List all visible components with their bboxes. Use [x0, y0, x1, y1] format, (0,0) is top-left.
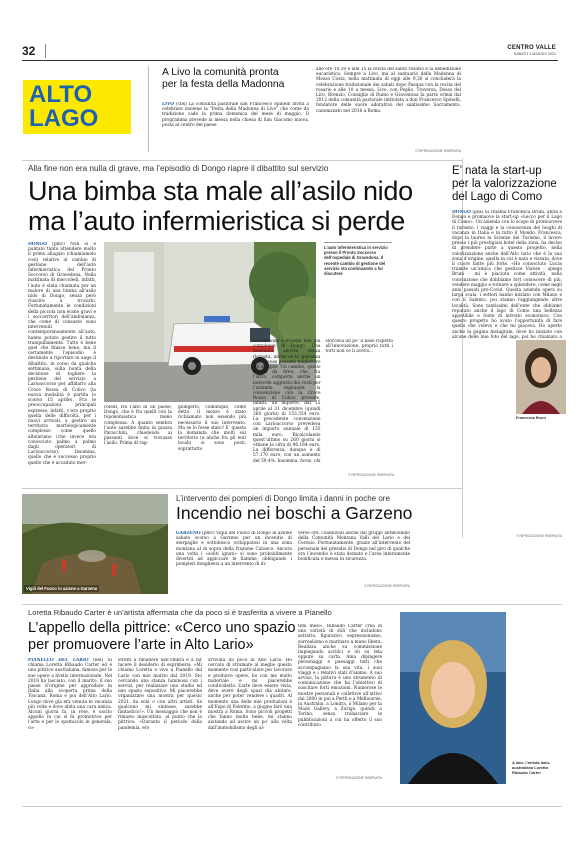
livo-text-2: alle ore 10,30 e alle 15 la recita del santo rosario e la benedizione eucaristica. Sempre a Livo, ma al santuario della Madonna di Mezzo Costa, nella mattinata di oggi alle 9,30 si concluderà la celebrazione tradizionale dei sabati dopo Pasqua con la recita del rosario e alle 10 a messa. Livo, con Peglio, Traversa, Dosso del Liro, Brenzio, Consiglio di Rumo e Gravedona fa parte ormai dal 2012 della comunità pastorale intitolata a don Francesco Spinelli, fondatore delle suore adoratrici del santissimo Sacramento, canonizzato nel 2018 a Roma.: [316, 67, 461, 114]
artist-text-3: arrivata da poco in Alto Lario. Ho cercato di strumare al meglio questo momento così particolare per lavorare e produrre opere, ho con me molto materiale e mi piacerebbe condividerlo. L’arte deve essere vista, deve avere degli spazi dia abitare, anche per poter vendere i quadri. Al momento una delle mie produzioni è all’Expo di Palermo, a giugno farò una mostra a Roma. Sono piccoli progetti che fanno molto bene, mi stanno aiutando ad uscire un po’ alla volta dall’immobilismo degli ul-: [208, 658, 292, 731]
main-body-col4: [253, 339, 393, 469]
startup-headline: [452, 165, 570, 204]
fire-body-col1: [176, 531, 292, 593]
artist-body-col1: [28, 658, 112, 778]
artist-kicker: Loretta Ribaudo Carter è un’artista affermata che da poco si è trasferita a vivere a Pianello: [28, 608, 332, 617]
artist-body-col3: [208, 658, 292, 778]
fire-image: [22, 494, 168, 594]
startup-dateline: DONGO: [452, 210, 471, 215]
startup-headline-line-3: del Lago di Como: [452, 191, 543, 203]
livo-dateline: LIVO: [162, 102, 175, 107]
livo-text-1: (cbs) La comunità pastorale san Francesco Spinelli invita a celebrare insieme la "Festa della Madonna di Livo" che come da tradizione cade la prima domenica del mese di maggio. Il programma prevede la messa nella chiesa di San Giacomo nuova, posta al centro del paese: [162, 102, 309, 128]
startup-body-top: [452, 210, 562, 340]
loretta-caption: A lato: l’artista italo-australiana Loretta Ribaudo Carter: [512, 760, 551, 775]
livo-body-col1: [162, 102, 309, 152]
main-headline: [28, 176, 472, 236]
artist-dateline: PIANELLO DEL LARIO: [28, 658, 89, 663]
main-body-col1: [28, 242, 96, 482]
fire-body-col2: [298, 531, 410, 583]
fire-text-2: verse ore, coadiuvati anche dai gruppi antincendio della Comunità Montana Valli del Lario e del Ceresio. Fortunatamente, grazie all’intervento del personale del presidio di Dongo nel giro di qualche ora l’incendio è stato domato e l’area interamente bonificata e messa in sicurezza.: [298, 531, 410, 563]
fire-photo: [22, 494, 168, 594]
main-headline-line-2: ma l’auto infermieristica si perde: [28, 206, 405, 236]
fire-photo-caption: Vigili del Fuoco in azione a Garzeno: [26, 586, 98, 591]
header-date: SABATO 1 MAGGIO 2021: [513, 52, 556, 56]
livo-headline-line-1: A Livo la comunità pronta: [162, 67, 279, 78]
livo-body-col2: [316, 67, 461, 149]
livo-headline-line-2: per la festa della Madonna: [162, 79, 285, 90]
artist-body-col2: [118, 658, 202, 778]
section-line-2: LAGO: [29, 105, 99, 132]
fire-kicker: L’intervento dei pompieri di Dongo limita i danni in poche ore: [176, 494, 390, 503]
startup-headline-line-2: per la valorizzazione: [452, 178, 557, 190]
francesca-bruni-image: [516, 340, 566, 414]
loretta-photo: [400, 612, 506, 784]
main-headline-line-1: Una bimba sta male all’asilo nido: [28, 176, 413, 206]
artist-text-4: timi mesi». Ribaudo Carter crea in una varietà di stili che includono astratto, figurativo, espressionismo, surrealismo e marinaro a mano libera. Realizza anche su commissione impiegando acrilici e oli su tela oppure su carta. Ama dipingere personaggi e paesaggi tutti che accompagnano la sua vita, i suoi viaggi e i relativi stati d’animo. A suo avviso, la pittura è uno strumento di comunicazione che ha l’obiettivo di suscitare forti emozioni. Numerose le mostre personali e collettive all’attivo dal 2000 in poi a Perth e a Melbourne, in Australia, a Londra, a Milano per la Mads Gallery, a Zurigo, quindi, a Torino, senza tralasciare le pubblicazioni a cui ha offerto il suo contributo.: [298, 624, 382, 728]
artist-body-col4: [298, 624, 382, 774]
loretta-image: [400, 612, 506, 784]
main-credit: © RIPRODUZIONE RISERVATA: [348, 473, 394, 477]
startup-text: (gsa) Si chiama Francesca Bruni, abita a Dongo e promuove la start-up «Lecco per il Lago di Como». Un’azienda con lo scopo di promuovere il turismo, i viaggi e la conoscenza dei luoghi di vacanza in Italia e in tutto il Mondo. Francesca, dopo la laurea in Scienze del Turismo, il lavoro presso i più prestigiosi hotel della zona, ha deciso di prendere parte a questo progetto, nella valorizzazione anche dell’Alto lario che è la sua zona d’origine, quella in cui è nata e vissuta, dove il cuore batte più forte. «Ho conosciuto Lucas tramite un’amica che gestisce Varese - spiega Bruni - mi è piaciuta come attività, nella convinzione che dobbiamo fort conoscere di più, vendere maggio e tornare a splendere, come negli anni passati pre-Covid. Questa azienda opera su larga scala, i settori hanno iniziato con Milano e con il Salento, poi stanno raggiungendo altre località. Sono tantissimi dell’ente che abbiamo reputato anche il lago di Como una bellezza appetibile e fonte di introito economico. Con questo progetto ho avuto l’opportunità di fare quello che volevo e che mi piaceva. Ho aperto anche la pagina Instagram, dove ho iniziato con alcune delle mie foto del lago, poi ho chiamato a: [452, 210, 562, 340]
section-line-1: ALTO: [29, 81, 93, 108]
fire-credit: © RIPRODUZIONE RISERVATA: [364, 584, 410, 588]
artist-headline-line-2: per promuovere l’arte in Alto Lario»: [28, 637, 254, 653]
main-text-2: coledì, fra l’alto in un paese, Dongo, che è fra quelli con la toponomastica meno complessa. A quanto sembra l’auto sarebbe finita in piazza Paracchini, chiedendo ai passanti dove si trovasse l’asilo. Prima di rag-: [104, 405, 172, 447]
startup-body-side: [452, 340, 512, 430]
artist-text-2: stretti a rimanere nell’ombra e a far tacere il desiderio di esprimersi: «Mi chiamo Loretta e vivo a Pianello del Lario con mio marito dal 2019. Sto cercando una stanza luminosa con i servizi, per realizzare uno studio ed uno spazio espositivo. Mi piacerebbe organizzare una mostra per questo 2021, da sola o con altri artisti. Se qualcuno mi sintasse, sarebbe fantastico!». Un messaggio che non è rimasto inascoltato, al punto che la pittrice: «Durante il periodo della pandemia, ero: [118, 658, 202, 731]
main-text-3: giungerlo, comunque, come detto, il mezzo è stato richiamato non essendo più necessario il suo intervento. Ma se lo fosse stato? E’ questa la domanda che molti sul territorio (e anche fra gli enti locali) si sono posti, soprattutto: [178, 405, 246, 452]
page-number: 32: [22, 44, 36, 58]
section-tag: [23, 80, 131, 134]
main-body-col3: [178, 405, 246, 481]
livo-headline: [162, 67, 310, 91]
fire-headline: Incendio nei boschi a Garzeno: [176, 503, 413, 523]
artist-credit: © RIPRODUZIONE RISERVATA: [336, 776, 382, 780]
main-body-col2: [104, 405, 172, 481]
artist-headline-line-1: L’appello della pittrice: «Cerco uno spazio: [28, 620, 296, 636]
startup-credit: © RIPRODUZIONE RISERVATA: [516, 534, 562, 538]
francesca-bruni-caption: Francesca Bruni: [516, 416, 546, 420]
main-text-4: in relazione a località ben più complesse di Dongo. Una domanda ancora senza risposta, anche se la speranza che le cose possano migliorare c’è sempre. Un cambio, quello deciso da Areu, che, fra l’altro, comporta anche un notevole aggravio dei costi per l’azienda regionale: la convenzione con la Croce Rossa di Colico prevede, infatti, un importo, dal 15 aprile al 31 dicembre (quindi 260 giorni) di 153.354 euro. La precedente convenzione con Larioaccorso prevedeva un importo annuale di 135 mila euro. Ricalcolando quest’ultimo su 260 giorni si ottiene la cifra di 96.164 euro. La differenza, dunque è di 57.170 euro, con un aumento del 59,4%. Insomma, forse, chi storceva un po’ il naso rispetto all’innovazione, proprio tutti i torti non ce li aveva...: [253, 339, 393, 464]
startup-headline-line-1: E’ nata la start-up: [452, 165, 542, 177]
main-text-1: (pmv) Non si è puntato tanto attendere molto il primo allagato (chiamiamolo così) relativo al cambio di gestione dell’auto infermieristica del Pronto Soccorso di Gravedona. Nella mattinata di mercoledì, infatti, l’auto è stata chiamata per un malore di una bimba all’asilo nido di Dongo, senza però riuscire a trovarlo. Fortunatamente le condizioni della piccola non erano gravi e i soccorritori dell’ambulanza, che come di consueto sono intervenuti contemporaneamente all’auto, hanno potuto gestire il tutto tranquillamente. Tutto è bene quel che finisce bene, ma il certamente l’episodio è destinato a riportare in auge il dibattito, in corso da qualche settimana, sulla bontà della decisione di togliere la gestione del servizio a Larioaccorso per affidarlo alla Croce Rossa di Colico (la nuova modalità è partita lo scorso 15 aprile). Fra le preoccupazioni principali espresse, infatti, c’era proprio quella delle difficoltà, per i nuovi arrivati, a gestire un territorio morfologicamente complesso come quello altolariano (che invece era conosciuto palmo a palmo dagli operatori di Larioaccorso). Insomma, quello che è successo proprio quello che è accaduto mer-: [28, 242, 96, 466]
livo-credit: © RIPRODUZIONE RISERVATA: [415, 149, 461, 153]
francesca-bruni-photo: [516, 340, 566, 414]
fire-text-1: (pmv) Vigili del Fuoco di Dongo in azione sabato scorso a Garzeno per un incendio di sterpaglie e sottobosco sviluppatosi in una zona montana al di sopra della frazione Cataeco. Ancora una volta i «soliti ignoti» si sono probabilmente divertiti ad appiccare le fiamme, obbligando i pompieri dongheesi a un intervento di di-: [176, 531, 292, 568]
ambulance-caption: L’auto infermieristica in servizio presso il Pronto Soccorso dell’ospedale di Gravedona. Il recente cambio di gestione del servizio sta continuando a far discutere: [324, 242, 392, 276]
brand-name: CENTRO VALLE: [507, 45, 556, 51]
main-kicker: Alla fine non era nulla di grave, ma l’episodio di Dongo riapre il dibattito sul servizio: [28, 164, 329, 173]
fire-dateline: GARZENO: [176, 531, 201, 536]
main-dateline: DONGO: [28, 242, 47, 247]
artist-text-1: (nel) Si chiama Loretta Ribaudo Carter ed è una pittrice australiana, famosa per le sue opere a livello internazionale. Nel 2018 ha lasciato, con il marito, il suo paese d’origine per approdare in Italia alla scoperta prima della Toscana, Roma e poi dell’Alto Lario. Luogo dove già era venuta in vacanza più volte e dove abita una cara amica. Alcuni giorni fa, in rete, è uscito appello in cui si fa promotrice per l’arte e per lo spettacolo in generale, co-: [28, 658, 112, 731]
